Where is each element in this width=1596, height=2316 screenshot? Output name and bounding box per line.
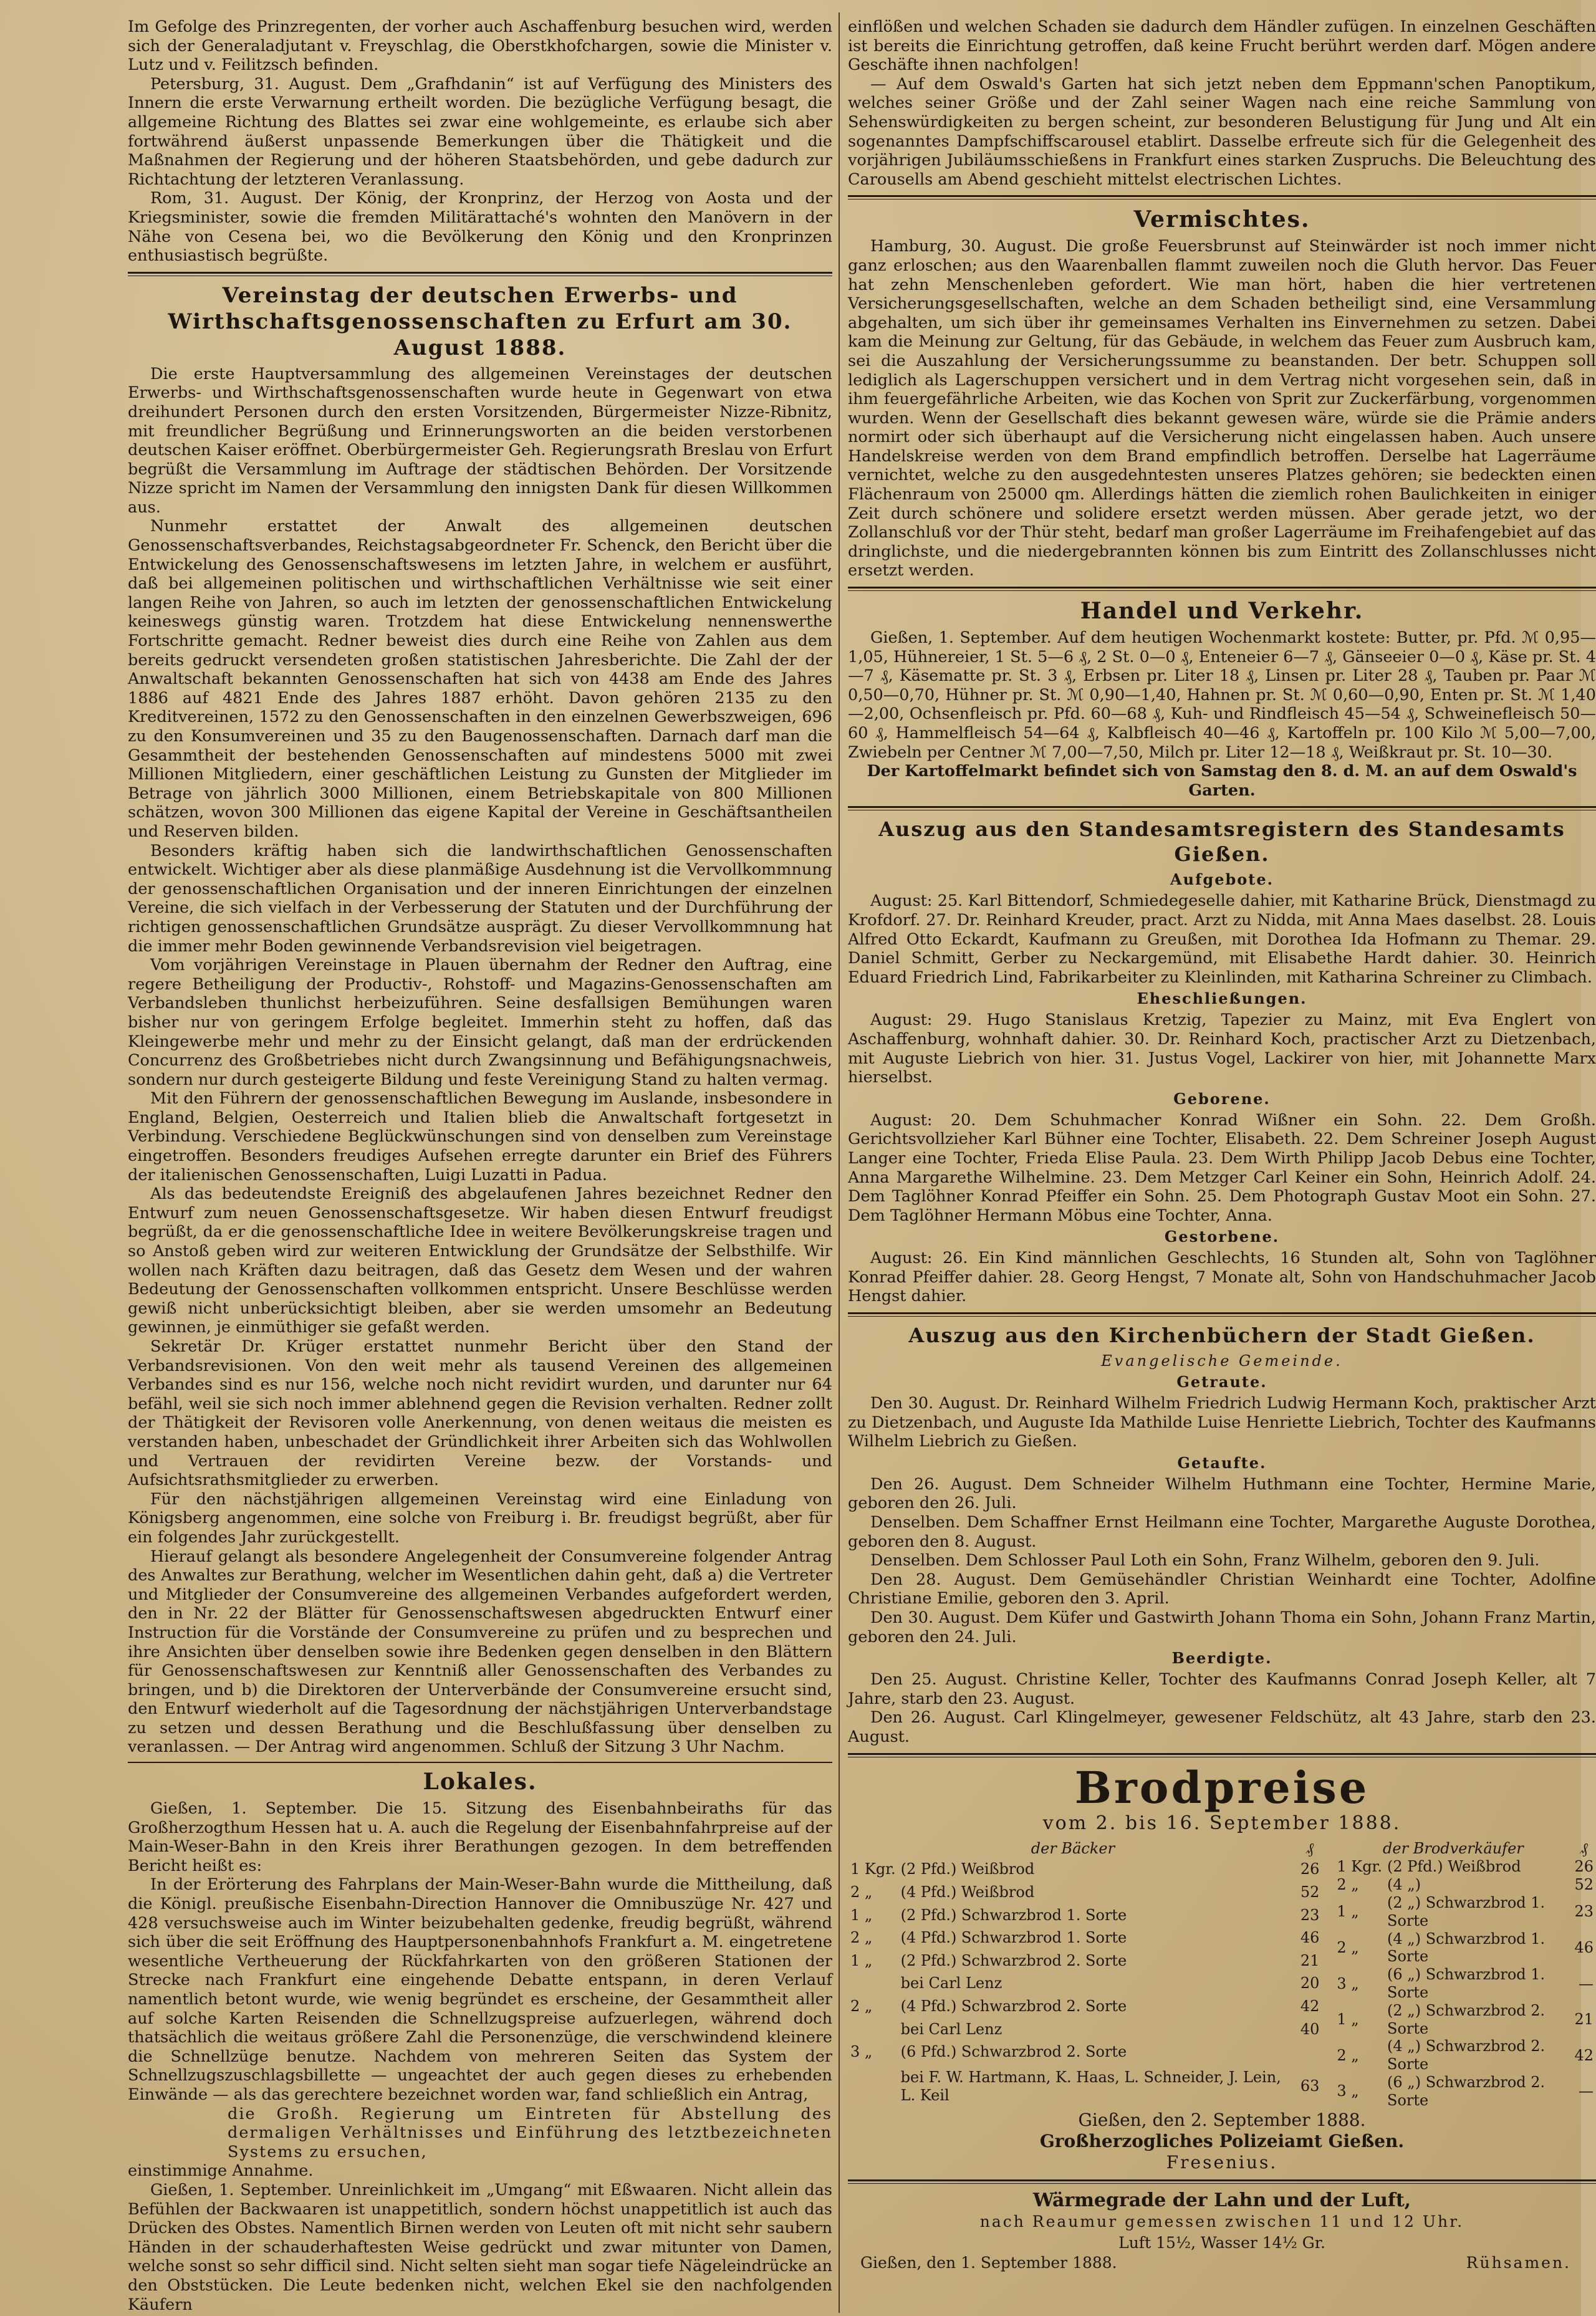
price-cell: [1298, 2040, 1322, 2064]
waerme-title: Wärmegrade der Lahn und der Luft,: [1032, 2189, 1411, 2211]
section-divider: [128, 272, 832, 276]
price-cell: 21: [1574, 2011, 1594, 2029]
verkaeufer-header: der Brodverkäufer: [1383, 1839, 1524, 1857]
weight-cell: 3 „: [1337, 1974, 1359, 1992]
brodpreis-row: [848, 2064, 1322, 2109]
brodpreis-row: [1334, 2037, 1596, 2073]
waerme-date: Gießen, den 1. September 1888.: [860, 2253, 1117, 2272]
brodpreis-row: [848, 1972, 1322, 1996]
news-item: Gießen, 1. September. Die 15. Sitzung des Eisenbahnbeiraths für das Großherzogthum Hessen hat u. A. auch die Regelung der Eisenbahnfahrpreise auf der Main-Weser-Bahn in den Kreis ihrer Berathungen gezogen. In dem betreffenden Bericht heißt es:: [128, 1799, 832, 1875]
subsection-title: Beerdigte.: [1171, 1649, 1272, 1668]
news-item: Gießen, 1. September. Unreinlichkeit im „Umgang“ mit Eßwaaren. Nicht allein das Befühlen der Backwaaren ist unappetitlich, sondern höchst unappetitlich ist auch das Drücken des Obstes. Namentlich Birnen werden von Leuten oft mit nicht sehr saubern Händen in der schauderhaftesten Weise gedrückt und zwar mitunter von Damen, welche sonst so sehr difficil sind. Nicht selten sieht man sogar tiefe Nägeleindrücke an den Obststücken. Die Leute bedenken nicht, welchen Ekel sie den nachfolgenden Käufern: [128, 2180, 832, 2314]
item-cell: (6 „) Schwarzbrod 2. Sorte: [1387, 2073, 1546, 2109]
weight-cell: 1 „: [1337, 2011, 1359, 2029]
right-column: [848, 17, 1596, 2272]
price-cell: 26: [1574, 1858, 1594, 1876]
brodpreise-title: Brodpreise: [1074, 1761, 1370, 1814]
item-cell: (2 Pfd.) Schwarzbrod 1. Sorte: [900, 1906, 1127, 1924]
weight-cell: 3 „: [1337, 2082, 1359, 2100]
price-cell: —: [1579, 1974, 1594, 1992]
item-cell: (4 Pfd.) Schwarzbrod 1. Sorte: [900, 1929, 1127, 1947]
article-paragraph: Sekretär Dr. Krüger erstattet nunmehr Bericht über den Stand der Verbandsrevisionen. Von den weit mehr als tausend Vereinen des allgemeinen Verbandes sind es nur 156, welche noch nicht revidirt wurden, und darunter nur 64 befähl, weil sie sich noch immer ablehnend gegen die Revision verhalten. Redner zollt der Thätigkeit der Revisoren volle Anerkennung, von denen weitaus die meisten es verstanden haben, unbeschadet der Gründlichkeit ihrer Arbeiten sich das Wohlwollen und Vertrauen der revidirten Vereine bezw. der Vorstands- und Aufsichtsrathsmitglieder zu erwerben.: [128, 1337, 832, 1490]
price-cell: —: [1579, 2082, 1594, 2100]
weight-cell: [848, 1972, 898, 1996]
brodpreis-row: [1334, 2002, 1596, 2038]
brodpreis-row: [848, 1904, 1322, 1927]
waerme-values: Luft 15½, Wasser 14½ Gr.: [1118, 2233, 1325, 2252]
news-item: Hamburg, 30. August. Die große Feuersbrunst auf Steinwärder ist noch immer nicht ganz erloschen; aus den Waarenballen flammt zuweilen noch die Gluth hervor. Das Feuer hat zehn Menschenleben gefordert. Wie man hört, haben die hier vertretenen Versicherungsgesellschaften, welche an dem Schaden betheiligt sind, eine Versammlung abgehalten, um sich über ihr gemeinsames Verhalten ins Einvernehmen zu setzen. Dabei kam die Meinung zur Geltung, für das Gebäude, in welchem das Feuer zum Ausbruch kam, sei die Auszahlung der Versicherungssumme zu beanstanden. Der betr. Schuppen soll lediglich als Lagerschuppen versichert und in dem Vertrag nicht vorgesehen sein, daß in ihm feuergefährliche Arbeiten, wie das Kochen von Sprit zur Zuckerfärbung, vorgenommen wurden. Wenn der Gesellschaft dies bekannt gewesen wäre, würde sie die Prämie anders normirt oder sich überhaupt auf die Versicherung nicht eingelassen haben. Auch unsere Handelskreise werden von dem Brand empfindlich betroffen. Derselbe hat Lagerräume vernichtet, welche zu den ausgedehntesten unseres Platzes gehören; sie bedeckten einen Flächenraum von 25000 qm. Allerdings hätten die ziemlich rohen Baulichkeiten in einiger Zeit durch schönere und solidere ersetzt werden müssen. Aber gerade jetzt, wo der Zollanschluß vor der Thür steht, bedarf man großer Lagerräume im Freihafengebiet auf das dringlichste, und die niedergebrannten können bis zum Eintritt des Zollanschlusses nicht ersetzt werden.: [848, 237, 1596, 580]
item-cell: (4 „) Schwarzbrod 2. Sorte: [1387, 2037, 1546, 2073]
item-cell: (2 „) Schwarzbrod 2. Sorte: [1387, 2001, 1546, 2037]
register-entry: Den 30. August. Dem Küfer und Gastwirth Johann Thoma ein Sohn, Johann Franz Martin, geboren den 24. Juli.: [848, 1608, 1596, 1646]
article-paragraph: Mit den Führern der genossenschaftlichen Bewegung im Auslande, insbesondere in England, Belgien, Oesterreich und Italien blieb die Anwaltschaft fortgesetzt in Verbindung. Verschiedene Beglückwünschungen sind von denselben zum Vereinstage eingetroffen. Besonders freudiges Aufsehen erregte darunter ein Brief des Führers der italienischen Genossenschaften, Luigi Luzatti in Padua.: [128, 1089, 832, 1184]
price-cell: 42: [1300, 1997, 1320, 2016]
baecker-table: [848, 1839, 1322, 2110]
brodpreis-row: [848, 2040, 1322, 2064]
brodpreis-row: [848, 1858, 1322, 1881]
article-paragraph: Die erste Hauptversammlung des allgemeinen Vereinstages der deutschen Erwerbs- und Wirthschaftsgenossenschaften wurde heute in Gegenwart von etwa dreihundert Personen durch den ersten Vorsitzenden, Bürgermeister Nizze-Ribnitz, mit freundlicher Begrüßung und Erinnerungsworten an die beiden verstorbenen deutschen Kaiser eröffnet. Oberbürgermeister Geh. Regierungsrath Breslau von Erfurt begrüßt die Versammlung im Auftrage der städtischen Behörden. Der Vorsitzende Nizze spricht im Namen der Versammlung den innigsten Dank für diesen Willkommen aus.: [128, 364, 832, 517]
waerme-subtitle: nach Reaumur gemessen zwischen 11 und 12 Uhr.: [979, 2212, 1464, 2231]
register-entry: August: 29. Hugo Stanislaus Kretzig, Tapezier zu Mainz, mit Eva Englert von Aschaffenburg, wohnhaft dahier. 30. Dr. Reinhard Koch, practischer Arzt zu Dietzenbach, mit Auguste Liebrich von hier. 31. Justus Vogel, Lackirer von hier, mit Johannette Marx hierselbst.: [848, 1011, 1596, 1087]
pfennig-header: ₰: [1306, 1839, 1314, 1857]
item-cell: (4 Pfd.) Schwarzbrod 2. Sorte: [900, 1997, 1127, 2016]
brodpreise-date: Gießen, den 2. September 1888.: [1078, 2109, 1366, 2130]
weight-cell: 3 „: [850, 2043, 873, 2061]
weight-cell: 2 „: [850, 1883, 873, 1901]
brodpreis-row: [1334, 2073, 1596, 2110]
section-divider: [848, 195, 1596, 199]
item-cell: (6 Pfd.) Schwarzbrod 2. Sorte: [900, 2043, 1127, 2061]
brodpreise-authority: Großherzogliches Polizeiamt Gießen.: [1039, 2130, 1405, 2151]
waerme-footer: [848, 2254, 1596, 2272]
price-cell: 46: [1574, 1938, 1594, 1956]
brodpreis-row: [848, 2018, 1322, 2041]
item-cell: (2 Pfd.) Schwarzbrod 2. Sorte: [900, 1951, 1127, 1969]
pfennig-header: ₰: [1580, 1839, 1588, 1857]
price-cell: 23: [1574, 1903, 1594, 1921]
brodpreis-row: [1334, 1894, 1596, 1930]
section-title: Auszug aus den Standesamtsregistern des Standesamts Gießen.: [878, 817, 1565, 867]
price-cell: 42: [1574, 2046, 1594, 2064]
news-item: — Auf dem Oswald's Garten hat sich jetzt neben dem Eppmann'schen Panoptikum, welches seiner Größe und der Zahl seiner Wagen nach eine reiche Sammlung von Sehenswürdigkeiten zu bergen scheint, zur besonderen Belustigung für Jung und Alt ein sogenanntes Dampfschiffscarousel etablirt. Dasselbe erfreute sich für die Gelegenheit des vorjährigen Jubiläumsschießens in Frankfurt eines starken Zuspruchs. Die Beleuchtung des Carousells am Abend geschieht mittelst electrischen Lichtes.: [848, 74, 1596, 189]
register-entry: August: 26. Ein Kind männlichen Geschlechts, 16 Stunden alt, Sohn von Taglöhner Konrad Pfeiffer dahier. 28. Georg Hengst, 7 Monate alt, Sohn von Handschuhmacher Jacob Hengst dahier.: [848, 1249, 1596, 1306]
subsection-title: Geborene.: [1173, 1089, 1271, 1108]
brodpreise-signature: Fresenius.: [1166, 2151, 1278, 2173]
subsection-title: Getraute.: [1176, 1373, 1267, 1391]
price-cell: 23: [1300, 1906, 1320, 1924]
brodpreise-period: vom 2. bis 16. September 1888.: [1042, 1812, 1401, 1834]
market-report: Gießen, 1. September. Auf dem heutigen Wochenmarkt kostete: Butter, pr. Pfd. ℳ 0,95—1,05, Hühnereier, 1 St. 5—6 ₰, 2 St. 0—0 ₰, Enteneier 6—7 ₰, Gänseeier 0—0 ₰, Käse pr. St. 4—7 ₰, Käsematte pr. St. 3 ₰, Erbsen pr. Liter 18 ₰, Linsen pr. Liter 28 ₰, Tauben pr. Paar ℳ 0,50—0,70, Hühner pr. St. ℳ 0,90—1,40, Hahnen pr. St. ℳ 0,60—0,90, Enten pr. St. ℳ 1,40—2,00, Ochsenfleisch pr. Pfd. 60—68 ₰, Kuh- und Rindfleisch 45—54 ₰, Schweinefleisch 50—60 ₰, Hammelfleisch 54—64 ₰, Kalbfleisch 40—46 ₰, Kartoffeln pr. 100 Kilo ℳ 5,00—7,00, Zwiebeln per Centner ℳ 7,00—7,50, Milch pr. Liter 12—18 ₰, Weißkraut pr. St. 10—30.: [848, 628, 1596, 762]
price-cell: 26: [1300, 1860, 1320, 1878]
weight-cell: 1 Kgr.: [850, 1860, 896, 1878]
register-entry: Den 25. August. Christine Keller, Tochter des Kaufmanns Conrad Joseph Keller, alt 7 Jahre, starb den 23. August.: [848, 1670, 1596, 1708]
subsection-title: Gestorbene.: [1164, 1228, 1280, 1246]
weight-cell: 2 „: [1337, 1938, 1359, 1956]
section-title: Lokales.: [423, 1769, 537, 1795]
weight-cell: 2 „: [1337, 2046, 1359, 2064]
price-cell: 52: [1574, 1876, 1594, 1894]
section-divider: [848, 1753, 1596, 1757]
news-item: Petersburg, 31. August. Dem „Grafhdanin“ ist auf Verfügung des Ministers des Innern die erste Verwarnung ertheilt worden. Die bezügliche Verfügung besagt, die allgemeine Richtung des Blattes sei zwar eine wohlgemeinte, es erlaube sich aber fortwährend äußerst unpassende Bemerkungen über die Thätigkeit und die Maßnahmen der Regierung und der höheren Staatsbehörden, und gebe dadurch zur Richtachtung der letzteren Veranlassung.: [128, 74, 832, 189]
news-item: Rom, 31. August. Der König, der Kronprinz, der Herzog von Aosta und der Kriegsminister, sowie die fremden Militärattaché's wohnten den Manövern in der Nähe von Cesena bei, wo die Bevölkerung den König und den Kronprinzen enthusiastisch begrüßte.: [128, 189, 832, 266]
section-divider: [848, 806, 1596, 810]
price-cell: 46: [1300, 1929, 1320, 1947]
article-paragraph: Hierauf gelangt als besondere Angelegenheit der Consumvereine folgender Antrag des Anwaltes zur Berathung, welcher im Wesentlichen dahin geht, daß a) die Vertreter und Mitglieder der Consumvereine des allgemeinen Verbandes aufgefordert werden, den in Nr. 22 der Blätter für Genossenschaftswesen abgedruckten Entwurf einer Instruction für die Vorstände der Consumvereine zu prüfen und zu besprechen und ihre Ansichten über denselben sowie ihre Bedenken gegen denselben in den Blättern für Genossenschaftswesen zur Kenntniß aller Genossenschaften des Verbandes zu bringen, und b) die Direktoren der Unterverbände der Consumvereine ersucht sind, den Entwurf wiederholt auf die Tagesordnung der nächstjährigen Unterverbandstage zu setzen und dessen Berathung und die Beschlußfassung über denselben zu veranlassen. — Der Antrag wird angenommen. Schluß der Sitzung 3 Uhr Nachm.: [128, 1547, 832, 1757]
left-column: [128, 17, 832, 2314]
section-divider: [848, 587, 1596, 591]
article-paragraph: Nunmehr erstattet der Anwalt des allgemeinen deutschen Genossenschaftsverbandes, Reichstagsabgeordneter Fr. Schenck, den Bericht über die Entwickelung des Genossenschaftswesens im letzten Jahre, in welchem er ausführt, daß bei allgemeinen politischen und wirthschaftlichen Verhältnisse wie seit einer langen Reihe von Jahren, so auch im letzten der genossenschaftlichen Entwickelung keineswegs günstig waren. Trotzdem hat diese Entwickelung nennenswerthe Fortschritte gemacht. Redner beweist dies durch eine Reihe von Zahlen aus dem bereits gedruckt versendeten großen statistischen Jahresberichte. Die Zahl der der Anwaltschaft bekannten Genossenschaften hat sich von 4438 am Ende des Jahres 1886 auf 4821 Ende des Jahres 1887 erhöht. Davon gehören 2135 zu den Kreditvereinen, 1572 zu den Genossenschaften in den einzelnen Gewerbszweigen, 696 zu den Konsumvereinen und 35 zu den Baugenossenschaften. Darnach darf man die Gesammtheit der bestehenden Genossenschaften auf mindestens 5000 mit zwei Millionen Mitgliedern, einer geschäftlichen Leistung zu Gunsten der Mitglieder im Betrage von jährlich 3000 Millionen, einem Betriebskapitale von 800 Millionen schätzen, wovon 300 Millionen das eigene Kapital der Vereine in Geschäftsantheilen und Reserven bilden.: [128, 517, 832, 841]
item-cell: (4 „): [1387, 1876, 1421, 1894]
register-entry: Den 26. August. Dem Schneider Wilhelm Huthmann eine Tochter, Hermine Marie, geboren den 26. Juli.: [848, 1474, 1596, 1513]
brodpreis-row: [1334, 1876, 1596, 1894]
register-entry: Den 26. August. Carl Klingelmeyer, gewesener Feldschütz, alt 43 Jahre, starb den 23. August.: [848, 1708, 1596, 1746]
brodpreis-row: [848, 1949, 1322, 1972]
register-entry: Den 28. August. Dem Gemüsehändler Christian Weinhardt eine Tochter, Adolfine Christiane Emilie, geboren den 3. April.: [848, 1570, 1596, 1608]
article-paragraph: einflößen und welchen Schaden sie dadurch dem Händler zufügen. In einzelnen Geschäften ist bereits die Einrichtung getroffen, daß keine Frucht berührt werden darf. Mögen andere Geschäfte ihnen nachfolgen!: [848, 17, 1596, 75]
item-cell: (2 Pfd.) Weißbrod: [1387, 1858, 1521, 1876]
weight-cell: 1 Kgr.: [1337, 1858, 1383, 1876]
section-divider: [848, 2179, 1596, 2184]
weight-cell: 1 „: [850, 1951, 873, 1969]
item-cell: (2 Pfd.) Weißbrod: [900, 1860, 1035, 1878]
verkaeufer-table: [1334, 1839, 1596, 2110]
register-entry: August: 20. Dem Schuhmacher Konrad Wißner ein Sohn. 22. Dem Großh. Gerichtsvollzieher Karl Bühner eine Tochter, Elisabeth. 22. Dem Schreiner Joseph August Langer eine Tochter, Frieda Elise Paula. 23. Dem Wirth Philipp Jacob Debus eine Tochter, Anna Margarethe Wilhelmine. 23. Dem Metzger Carl Keiner ein Sohn, Heinrich Adolf. 24. Dem Taglöhner Konrad Pfeiffer ein Sohn. 25. Dem Photograph Gustav Moot ein Sohn. 27. Dem Taglöhner Hermann Möbus eine Tochter, Anna.: [848, 1110, 1596, 1225]
price-cell: 20: [1300, 1974, 1320, 1992]
brodpreis-row: [1334, 1930, 1596, 1966]
weight-cell: [848, 2064, 898, 2109]
brodpreis-row: [848, 1881, 1322, 1904]
article-paragraph: Als das bedeutendste Ereigniß des abgelaufenen Jahres bezeichnet Redner den Entwurf zum neuen Genossenschaftsgesetze. Wir haben diesen Entwurf freudigst begrüßt, da er die genossenschaftliche Idee in weitere Bevölkerungskreise tragen und so Anstoß geben wird zur weiteren Entwicklung der Grundsätze der Selbsthilfe. Wir wollen nach Kräften dazu beitragen, daß das Gesetz dem Wesen und der wahren Bedeutung der Genossenschaften vollkommen entspricht. Unsere Beschlüsse werden gewiß nicht unberücksichtigt bleiben, aber sie werden umsomehr an Bedeutung gewinnen, je einmüthiger sie gefaßt werden.: [128, 1184, 832, 1337]
news-item: Im Gefolge des Prinzregenten, der vorher auch Aschaffenburg besuchen wird, werden sich der Generaladjutant v. Freyschlag, die Oberstkhofchargen, sowie die Minister v. Lutz und v. Feilitzsch befinden.: [128, 17, 832, 75]
subsection-title: Evangelische Gemeinde.: [1101, 1352, 1343, 1370]
weight-cell: 2 „: [1337, 1876, 1359, 1894]
article-paragraph: Für den nächstjährigen allgemeinen Vereinstag wird eine Einladung von Königsberg angenommen, eine solche von Freiburg i. Br. freudigst begrüßt, aber für ein folgendes Jahr zurückgestellt.: [128, 1489, 832, 1547]
subsection-title: Eheschließungen.: [1137, 989, 1307, 1008]
price-cell: 52: [1300, 1883, 1320, 1901]
brodpreis-row: [1334, 1966, 1596, 2002]
article-paragraph: einstimmige Annahme.: [128, 2161, 314, 2181]
register-entry: Denselben. Dem Schlosser Paul Loth ein Sohn, Franz Wilhelm, geboren den 9. Juli.: [870, 1551, 1540, 1570]
baecker-header: der Bäcker: [1031, 1839, 1115, 1857]
price-cell: 40: [1300, 2020, 1320, 2038]
price-cell: 63: [1300, 2077, 1320, 2095]
item-cell: (4 Pfd.) Weißbrod: [900, 1883, 1035, 1901]
register-entry: August: 25. Karl Bittendorf, Schmiedegeselle dahier, mit Katharine Brück, Dienstmagd zu Krofdorf. 27. Dr. Reinhard Kreuder, pract. Arzt zu Nidda, mit Anna Maes daselbst. 28. Louis Alfred Otto Eckardt, Kaufmann zu Greußen, mit Dorothea Ida Hofmann zu Themar. 29. Daniel Schmitt, Gerber zu Neckargemünd, mit Elisabethe Hardt dahier. 30. Heinrich Eduard Friedrich Lind, Fabrikarbeiter zu Kleinlinden, mit Katharina Schreiner zu Climbach.: [848, 891, 1596, 987]
article-headline: Vereinstag der deutschen Erwerbs- und Wirthschaftsgenossenschaften zu Erfurt am 30. August 1888.: [168, 282, 792, 360]
section-title: Vermischtes.: [1133, 206, 1310, 233]
weight-cell: [848, 2018, 898, 2041]
brodpreis-row: [1334, 1858, 1596, 1876]
register-entry: Denselben. Dem Schaffner Ernst Heilmann eine Tochter, Margarethe Auguste Dorothea, geboren den 8. August.: [848, 1513, 1596, 1551]
article-paragraph: Vom vorjährigen Vereinstage in Plauen übernahm der Redner den Auftrag, eine regere Betheiligung der Productiv-, Rohstoff- und Magazins-Genossenschaften am Verbandsleben thunlichst herbeizuführen. Seine desfallsigen Bemühungen waren bisher nur von geringem Erfolge begleitet. Immerhin steht zu hoffen, daß das Kleingewerbe mehr und mehr zu der Einsicht gelangt, daß man der erdrückenden Concurrenz des Großbetriebes nicht durch Zwangsinnung und Befähigungsnachweis, sondern nur durch gesteigerte Bildung und feste Vereinigung Stand zu halten vermag.: [128, 956, 832, 1089]
column-rule: [839, 12, 840, 2313]
brodpreise-tables: [848, 1839, 1596, 2110]
section-title: Auszug aus den Kirchenbüchern der Stadt Gießen.: [908, 1324, 1536, 1348]
weight-cell: 2 „: [850, 1929, 873, 1947]
item-cell: (2 „) Schwarzbrod 1. Sorte: [1387, 1893, 1546, 1929]
brodpreis-row: [848, 1926, 1322, 1949]
article-paragraph: In der Erörterung des Fahrplans der Main-Weser-Bahn wurde die Mittheilung, daß die Königl. preußische Eisenbahn-Direction Hannover die Omnibuszüge Nr. 427 und 428 versuchsweise auch im Winter beizubehalten gedenke, freudig begrüßt, während sich über die seit Eröffnung des Hauptpersonenbahnhofs Frankfurt a. M. eingetretene wesentliche Vertheuerung der Rückfahrkarten von den größeren Stationen der Strecke nach Frankfurt eine eingehende Debatte entspann, in deren Verlauf namentlich betont wurde, wie wenig begründet es erscheine, der Gesammtheit aller auf solche Karten Reisenden die Schnellzugspreise aufzuerlegen, während doch thatsächlich die weitaus größere Zahl die Personenzüge, die verschwindend kleinere die Schnellzüge benutze. Nachdem von mehreren Seiten das System der Schnellzugszuschlagsbillette — ungeachtet der auch gegen dieses zu erhebenden Einwände — als das gerechtere bezeichnet worden war, fand schließlich ein Antrag,: [128, 1875, 832, 2104]
weight-cell: 2 „: [850, 1997, 873, 2016]
weight-cell: 1 „: [1337, 1903, 1359, 1921]
section-title: Handel und Verkehr.: [1080, 598, 1364, 625]
article-paragraph: Besonders kräftig haben sich die landwirthschaftlichen Genossenschaften entwickelt. Wichtiger aber als diese planmäßige Ausdehnung ist die Vervollkommnung der genossenschaftlichen Organisation und der inneren Einrichtungen der einzelnen Vereine, die sich vielfach in der Verbesserung der Statuten und der Durchführung der richtigen genossenschaftlichen Grundsätze ausprägt. Zu dieser Vervollkommnung hat die immer mehr Boden gewinnende Verbandsrevision viel beigetragen.: [128, 841, 832, 956]
item-cell: bei Carl Lenz: [900, 1974, 1002, 1992]
motion-quote: die Großh. Regierung um Eintreten für Abstellung des dermaligen Verhältnisses und Einführung des letztbezeichneten Systems zu ersuchen,: [228, 2104, 832, 2161]
register-entry: Den 30. August. Dr. Reinhard Wilhelm Friedrich Ludwig Hermann Koch, praktischer Arzt zu Dietzenbach, und Auguste Ida Mathilde Luise Henriette Liebrich, Tochter des Kaufmanns Wilhelm Liebrich zu Gießen.: [848, 1394, 1596, 1451]
waerme-signature: Rühsamen.: [1466, 2253, 1571, 2272]
section-divider: [128, 1762, 832, 1763]
brodpreis-row: [848, 1995, 1322, 2018]
market-note: Der Kartoffelmarkt befindet sich von Samstag den 8. d. M. an auf dem Oswald's Garten.: [867, 762, 1577, 800]
item-cell: (4 „) Schwarzbrod 1. Sorte: [1387, 1929, 1546, 1966]
item-cell: bei F. W. Hartmann, K. Haas, L. Schneider, J. Lein, L. Keil: [900, 2069, 1281, 2104]
item-cell: bei Carl Lenz: [900, 2020, 1002, 2038]
weight-cell: 1 „: [850, 1906, 873, 1924]
price-cell: 21: [1300, 1951, 1320, 1969]
subsection-title: Getaufte.: [1177, 1453, 1267, 1472]
subsection-title: Aufgebote.: [1170, 870, 1274, 889]
item-cell: (6 „) Schwarzbrod 1. Sorte: [1387, 1966, 1546, 2001]
section-divider: [848, 1312, 1596, 1317]
